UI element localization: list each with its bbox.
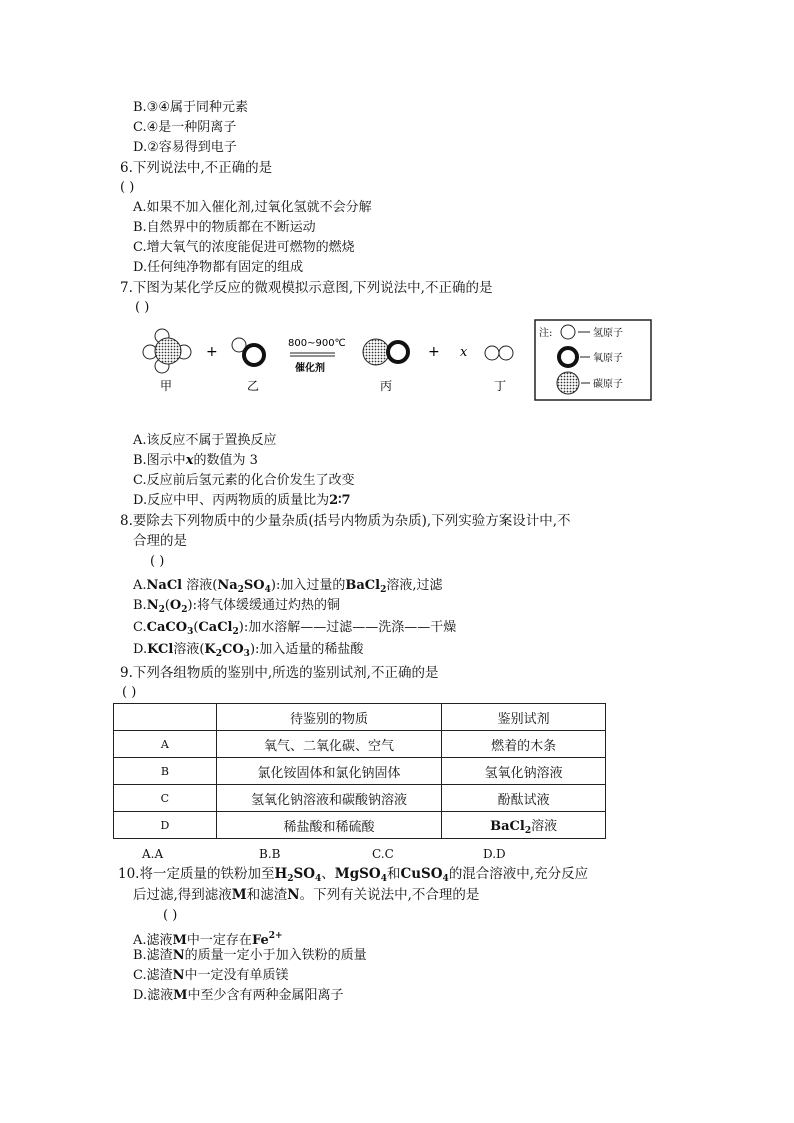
q9-choice-a: A.A [142, 847, 164, 861]
q6-option-a: A.如果不加入催化剂,过氧化氢就不会分解 [133, 200, 372, 215]
molecule-ding [485, 346, 513, 360]
q10-option-a: A.滤液M中一定存在$Fe^{2+}$ [133, 931, 283, 948]
q7-option-b: B.图示中x的数值为 3 [133, 453, 258, 468]
table-cell: A [114, 731, 217, 758]
q10-option-d: D.滤液M中至少含有两种金属阳离子 [133, 988, 344, 1003]
q6-option-b: B.自然界中的物质都在不断运动 [133, 220, 316, 235]
q9-choice-d: D.D [483, 847, 506, 861]
q8-option-b: $B.N_2(O_2)$:将气体缓缓通过灼热的铜 [133, 598, 340, 615]
reaction-diagram [140, 318, 660, 410]
coefficient-x: x [460, 345, 468, 360]
reaction-condition-temp: 800~900℃ [288, 338, 346, 349]
q9-stem: 9.下列各组物质的鉴别中,所选的鉴别试剂,不正确的是 [120, 665, 439, 681]
legend-hydrogen: 氢原子 [593, 328, 623, 339]
plus-sign-2: + [428, 344, 440, 360]
molecule-bing [363, 339, 408, 365]
table-cell: 氯化铵固体和氯化钠固体 [216, 758, 442, 785]
q5-option-b: B.③④属于同种元素 [133, 100, 248, 115]
plus-sign: + [206, 344, 218, 360]
molecule-yi [232, 338, 264, 365]
q7-option-c: C.反应前后氢元素的化合价发生了改变 [133, 473, 355, 488]
label-bing: 丙 [380, 379, 393, 393]
q9-choice-c: C.C [372, 847, 394, 861]
label-yi: 乙 [247, 379, 260, 393]
table-cell: 氧气、二氧化碳、空气 [216, 731, 442, 758]
q5-option-c: C.④是一种阴离子 [133, 120, 237, 135]
q7-option-d: D.反应中甲、丙两物质的质量比为2∶7 [133, 493, 351, 508]
q6-option-c: C.增大氧气的浓度能促进可燃物的燃烧 [133, 240, 355, 255]
table-header-cell [114, 704, 217, 731]
table-row [114, 731, 606, 758]
table-header-cell: 待鉴别的物质 [216, 704, 442, 731]
table-cell: C [114, 785, 217, 812]
q8-answer-paren: ( ) [150, 554, 165, 569]
reaction-condition-catalyst: 催化剂 [295, 363, 325, 374]
table-cell: 氢氧化钠溶液和碳酸钠溶液 [216, 785, 442, 812]
q9-answer-paren: ( ) [122, 685, 137, 700]
legend-note: 注: [539, 328, 553, 339]
q9-table [113, 703, 606, 839]
q6-option-d: D.任何纯净物都有固定的组成 [133, 260, 304, 275]
table-cell: B [114, 758, 217, 785]
q5-option-d: D.②容易得到电子 [133, 140, 237, 155]
q8-option-c: C.CaCO$_3$(CaCl$_2$):加水溶解——过滤——洗涤——干燥 [133, 620, 457, 637]
q10-answer-paren: ( ) [163, 908, 178, 923]
q7-option-a: A.该反应不属于置换反应 [133, 433, 277, 448]
table-cell: 稀盐酸和稀硫酸 [216, 812, 442, 839]
table-header-cell: 鉴别试剂 [442, 704, 606, 731]
table-header-row [114, 704, 606, 731]
q10-option-c: C.滤渣N中一定没有单质镁 [133, 968, 289, 983]
q6-answer-paren: ( ) [120, 180, 135, 195]
legend-carbon: 碳原子 [593, 379, 623, 390]
q8-stem-line1: 8.要除去下列物质中的少量杂质(括号内物质为杂质),下列实验方案设计中,不 [120, 513, 571, 529]
q7-answer-paren: ( ) [135, 300, 150, 315]
q10-stem-line2: 后过滤,得到滤液M和滤渣N。下列有关说法中,不合理的是 [133, 887, 480, 903]
legend-oxygen: 氧原子 [593, 353, 623, 364]
q10-option-b: B.滤渣N的质量一定小于加入铁粉的质量 [133, 948, 367, 963]
table-cell: 燃着的木条 [442, 731, 606, 758]
q9-choice-b: B.B [259, 847, 281, 861]
table-cell: 氢氧化钠溶液 [442, 758, 606, 785]
table-cell: D [114, 812, 217, 839]
q8-option-a: A.NaCl 溶液$(Na_2SO_4)$:加入过量的BaCl$_2$溶液,过滤 [133, 578, 443, 595]
label-jia: 甲 [160, 379, 173, 393]
label-ding: 丁 [494, 379, 507, 393]
table-cell: 酚酞试液 [442, 785, 606, 812]
table-row [114, 758, 606, 785]
q7-stem: 7.下图为某化学反应的微观模拟示意图,下列说法中,不正确的是 [120, 280, 493, 296]
q8-option-d: D.KCl溶液$(K_2CO_3)$:加入适量的稀盐酸 [133, 642, 364, 659]
legend [535, 320, 651, 400]
q8-stem-line2: 合理的是 [133, 533, 187, 549]
table-row [114, 785, 606, 812]
table-row [114, 812, 606, 839]
table-cell: BaCl$_2$溶液 [442, 812, 606, 839]
q10-stem-line1: 10.将一定质量的铁粉加至$H_2SO_4$、MgSO$_4$和CuSO$_4$的混合溶液中,充分反应 [118, 866, 589, 884]
q6-stem: 6.下列说法中,不正确的是 [120, 160, 273, 176]
molecule-jia [143, 329, 191, 373]
